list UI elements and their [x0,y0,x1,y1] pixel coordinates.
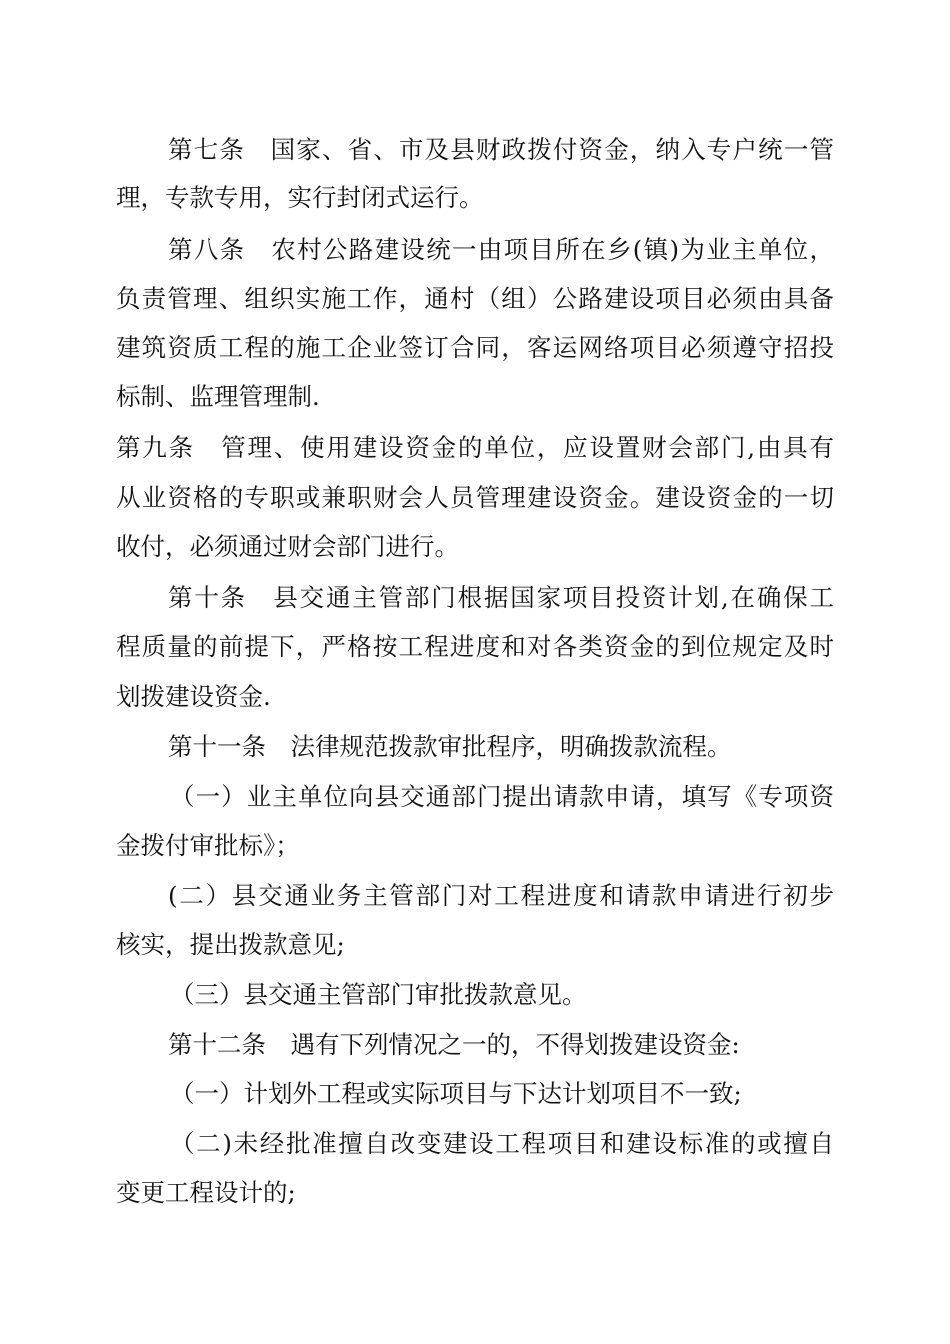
article-10-line-2: 程质量的前提下，严格按工程进度和对各类资金的到位规定及时 [116,632,834,661]
article-12-item-2-line-1: （二)未经批准擅自改变建设工程项目和建设标准的或擅自 [170,1129,834,1158]
article-7-line-1: 第七条 国家、省、市及县财政拨付资金，纳入专户统一管 [168,135,834,164]
article-7-line-2: 理，专款专用，实行封闭式运行。 [116,183,484,212]
article-11-item-2-line-1: (二）县交通业务主管部门对工程进度和请款申请进行初步 [168,881,834,910]
article-10-line-3: 划拨建设资金. [116,682,271,711]
article-11-item-3: （三）县交通主管部门审批拨款意见。 [170,980,587,1009]
article-12-item-2-line-2: 变更工程设计的; [116,1178,296,1207]
article-11-heading: 第十一条 法律规范拨款审批程序，明确拨款流程。 [168,732,732,761]
article-9-line-1: 第九条 管理、使用建设资金的单位，应设置财会部门,由具有 [116,433,834,462]
article-9-line-3: 收付，必须通过财会部门进行。 [116,532,459,561]
article-12-item-1: （一）计划外工程或实际项目与下达计划项目不一致; [170,1079,742,1108]
article-11-item-2-line-2: 核实，提出拨款意见; [116,930,345,959]
article-8-line-4: 标制、监理管理制. [116,382,320,411]
article-10-line-1: 第十条 县交通主管部门根据国家项目投资计划,在确保工 [168,583,834,612]
article-11-item-1-line-1: （一）业主单位向县交通部门提出请款申请，填写《专项资 [170,782,834,811]
article-8-line-1: 第八条 农村公路建设统一由项目所在乡(镇)为业主单位， [168,235,834,264]
article-8-line-3: 建筑资质工程的施工企业签订合同，客运网络项目必须遵守招投 [116,333,834,362]
article-8-line-2: 负责管理、组织实施工作，通村（组）公路建设项目必须由具备 [116,284,834,313]
article-12-heading: 第十二条 遇有下列情况之一的，不得划拨建设资金: [168,1030,740,1059]
article-11-item-1-line-2: 金拨付审批标》； [116,831,300,860]
article-9-line-2: 从业资格的专职或兼职财会人员管理建设资金。建设资金的一切 [116,483,834,512]
